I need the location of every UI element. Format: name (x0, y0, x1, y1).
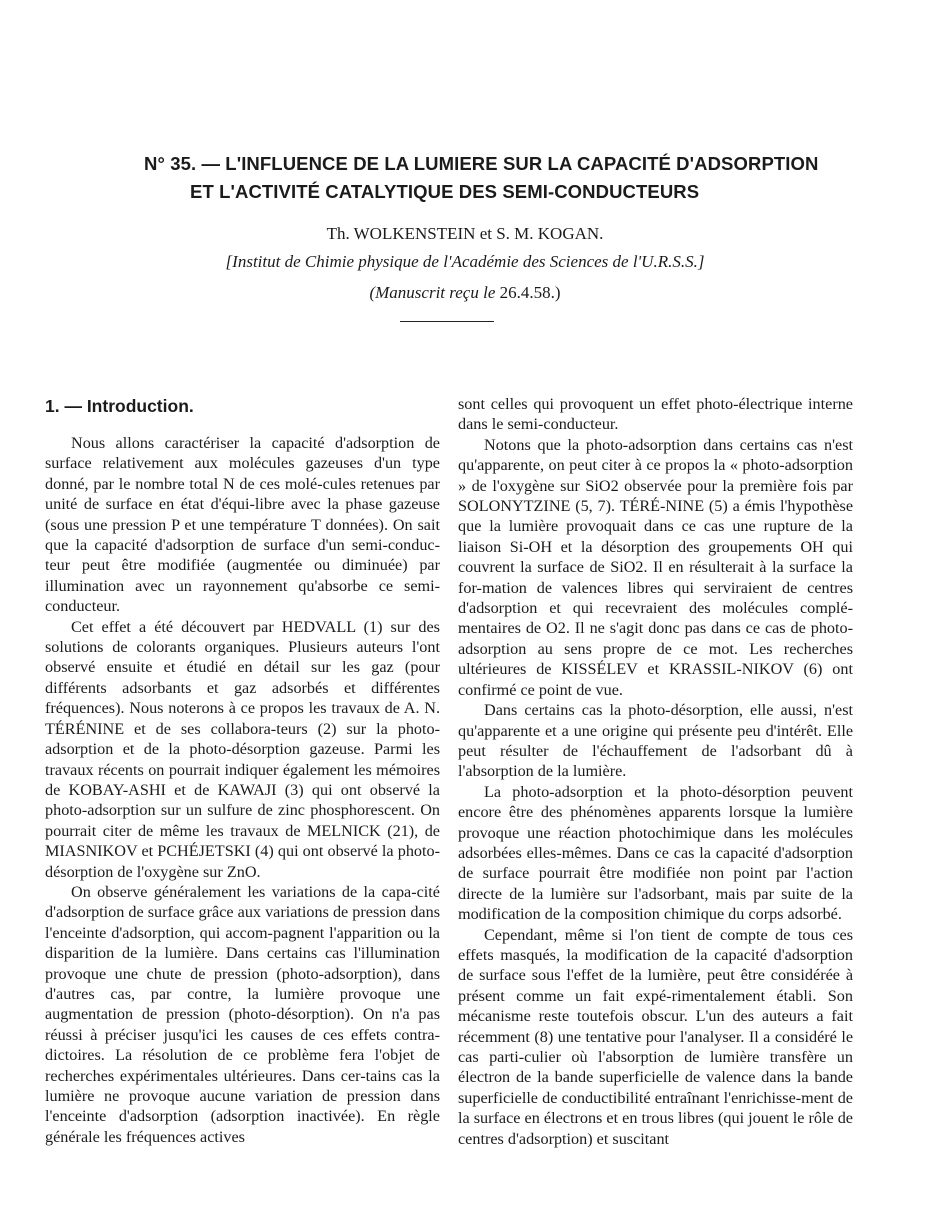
received-date (0, 281, 930, 305)
title-line-1: N° 35. — L'INFLUENCE DE LA LUMIERE SUR LA CAPACITÉ D'ADSORPTION (144, 153, 819, 174)
title-line-2: ET L'ACTIVITÉ CATALYTIQUE DES SEMI-CONDUCTEURS (190, 181, 700, 202)
authors: Th. WOLKENSTEIN et S. M. KOGAN. (326, 224, 604, 243)
paragraph: On observe généralement les variations de la capa-cité d'adsorption de surface grâce aux variations de pression dans l'enceinte d'adsorption, qui accom-pagnent l'apparition ou la disparition de la lumière. Dans certains cas l'illumination provoque une chute de pression (photo-adsorption), dans d'autres cas, par contre, la lumière provoque une augmentation de pression (photo-désorption). On n'a pas réussi à préciser jusqu'ici les causes de ces effets contra-dictoires. La résolution de ce problème fera l'objet de recherches expérimentales ultérieures. Dans cer-tains cas la lumière ne provoque aucune variation de pression dans l'enceinte d'adsorption (adsorption inactivée). En règle générale les fréquences actives (45, 882, 440, 1146)
section-heading: 1. — Introduction. (45, 396, 194, 416)
right-column (458, 394, 853, 1149)
left-column (45, 433, 440, 1147)
paragraph: Notons que la photo-adsorption dans certains cas n'est qu'apparente, on peut citer à ce propos la « photo-adsorption » de l'oxygène sur SiO2 observée pour la première fois par SOLONYTZINE (5, 7). TÉRÉ-NINE (5) a émis l'hypothèse que la lumière provoquait dans ce cas une rupture de la liaison Si-OH et la désorption des groupements OH qui couvrent la surface de SiO2. Il en résulterait à la surface la for-mation de valences libres qui serviraient de centres d'adsorption et qui recevraient des molécules complé-mentaires de O2. Il ne s'agit donc pas dans ce cas de photo-adsorption au sens propre de ce mot. Les recherches ultérieures de KISSÉLEV et KRASSIL-NIKOV (6) ont confirmé ce point de vue. (458, 435, 853, 699)
paragraph: La photo-adsorption et la photo-désorption peuvent encore être des phénomènes apparents lorsque la lumière provoque une réaction photochimique dans les molécules adsorbées elles-mêmes. Dans ce cas la capacité d'adsorption de surface pourrait être modifiée non point par l'action directe de la lumière sur l'adsorbant, mais par suite de la modification de la composition chimique du corps adsorbé. (458, 782, 853, 924)
paragraph: Cependant, même si l'on tient de compte de tous ces effets masqués, la modification de la capacité d'adsorption de surface sous l'effet de la lumière, peut être considérée à présent comme un fait expé-rimentalement établi. Son mécanisme reste toutefois obscur. L'un des auteurs a fait récemment (8) une tentative pour l'analyser. Il a considéré le cas parti-culier où l'absorption de lumière transfère un électron de la bande superficielle de valence dans la bande superficielle de conductibilité entraînant l'enrichisse-ment de la surface en électrons et en trous libres (qui jouent le rôle de centres d'adsorption) et suscitant (458, 925, 853, 1148)
article-title (120, 150, 819, 206)
paragraph: sont celles qui provoquent un effet photo-électrique interne dans le semi-conducteur. (458, 395, 853, 434)
title-divider (400, 321, 494, 322)
received-date-value: 26.4.58.) (499, 283, 561, 302)
paragraph: Nous allons caractériser la capacité d'adsorption de surface relativement aux molécules gazeuses d'un type donné, par le nombre total N de ces molé-cules retenues par unité de surface en état d'équi-libre avec la phase gazeuse (sous une pression P et une température T données). On sait que la capacité d'adsorption de surface d'un semi-conduc-teur peut être modifiée (augmentée ou diminuée) par illumination avec un rayonnement qu'absorbe ce semi-conducteur. (45, 434, 440, 616)
received-label: (Manuscrit reçu le (369, 283, 496, 302)
paragraph: Dans certains cas la photo-désorption, elle aussi, n'est qu'apparente et a une origine qui présente peu d'intérêt. Elle peut résulter de l'échauffement de l'adsorbant dû à l'absorption de la lumière. (458, 701, 853, 781)
paragraph: Cet effet a été découvert par HEDVALL (1) sur des solutions de colorants organiques. Plusieurs auteurs l'ont observé ensuite et étudié en détail sur les gaz (pour différents adsorbants et gaz adsorbés et différentes fréquences). Nous noterons à ce propos les travaux de A. N. TÉRÉNINE et de ses collabora-teurs (2) sur la photo-adsorption et de la photo-désorption gazeuse. Parmi les travaux récents on pourrait indiquer également les mémoires de KOBAY-ASHI et de KAWAJI (3) qui ont observé la photo-adsorption sur un sulfure de zinc phosphorescent. On pourrait citer de même les travaux de MELNICK (21), de MIASNIKOV et PCHÉJETSKI (4) qui ont observé la photo-désorption de l'oxygène sur ZnO. (45, 617, 440, 881)
institute: [Institut de Chimie physique de l'Académie des Sciences de l'U.R.S.S.] (225, 252, 705, 271)
